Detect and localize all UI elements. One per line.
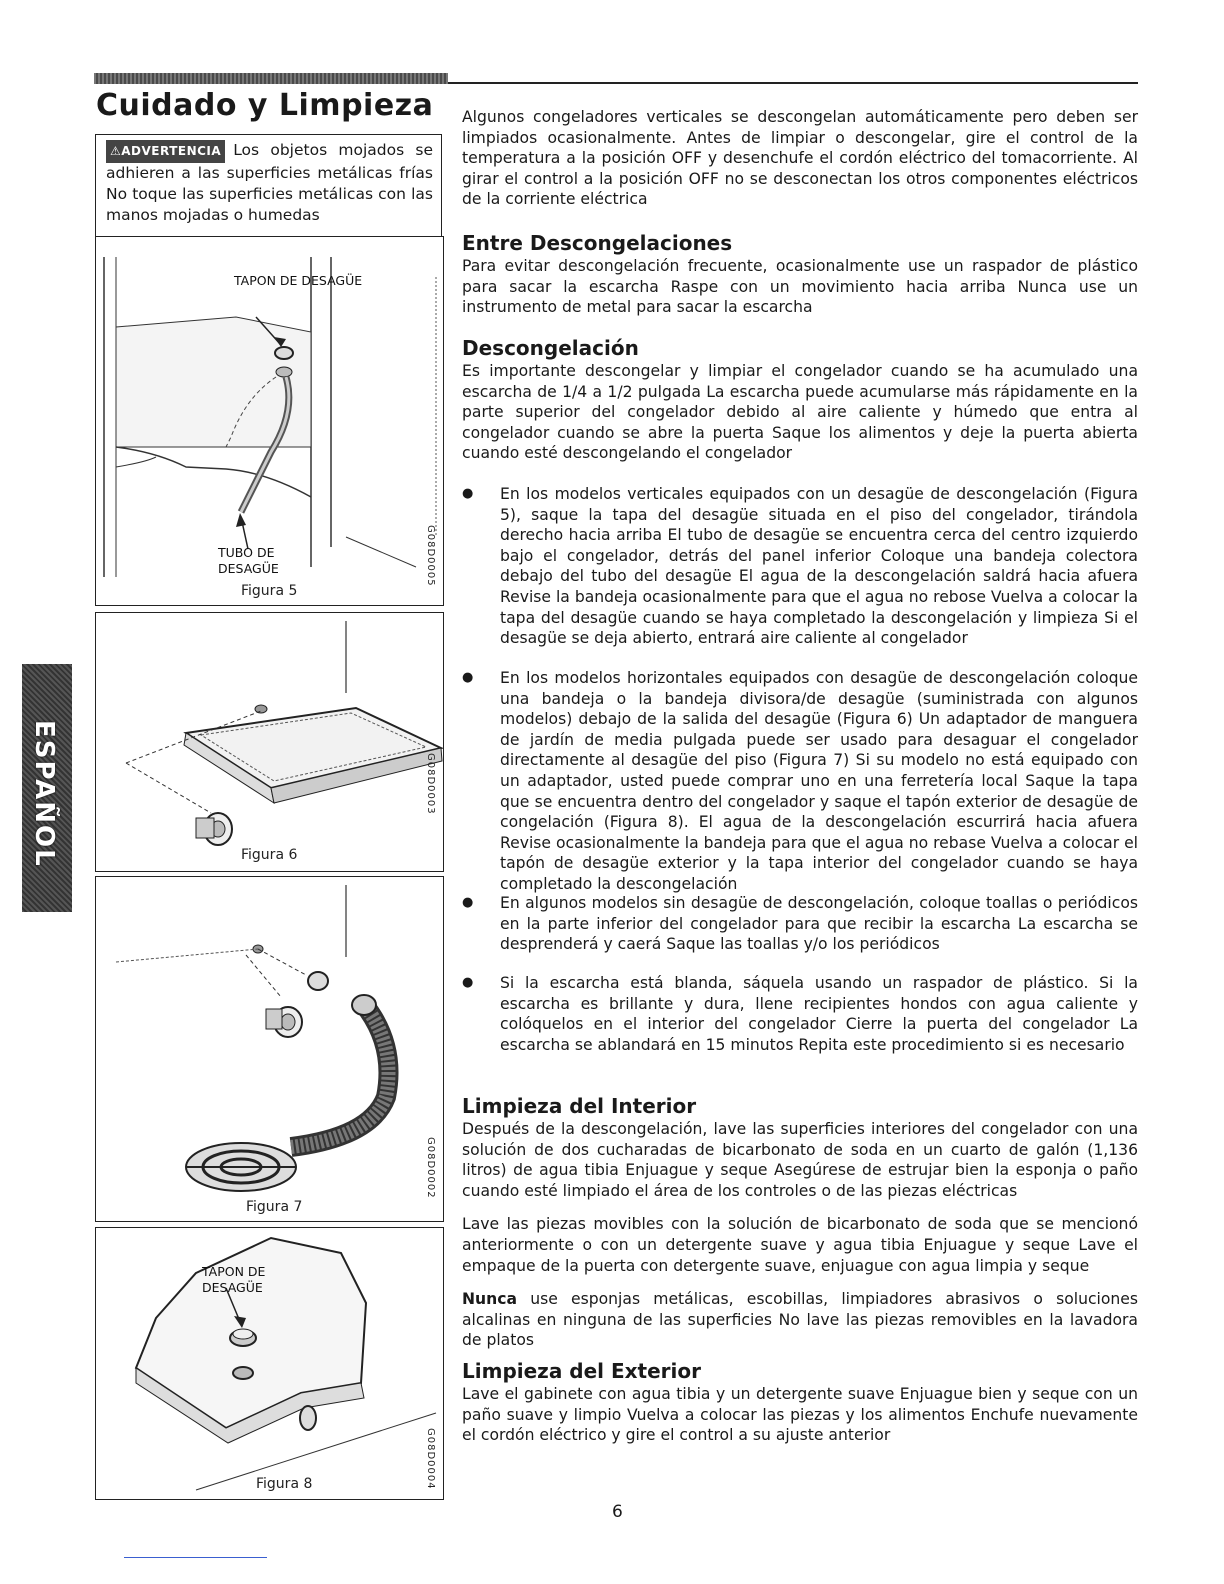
figure-7-caption: Figura 7 [246,1199,303,1215]
figure-6-illustration [96,613,445,873]
page-title: Cuidado y Limpieza [96,88,434,123]
bullet-icon: ● [462,895,474,910]
figure-8-label-drain-cap: TAPON DE DESAGÜE [202,1264,266,1295]
section-paragraph: Es importante descongelar y limpiar el congelador cuando se ha acumulado una escarcha de 1/4 a 1/2 pulgada La escarcha puede acumularse más rápidamente en la parte superior del congelador debido al aire caliente y húmedo que entra al congelador cuando se abre la puerta Saque los alimentos y deje la puerta abierta cuando esté descongelando el congelador [462,362,1138,463]
figure-7-illustration [96,877,445,1223]
warning-box [95,134,442,236]
figure-8-code: G08D0004 [425,1428,436,1490]
section-descongelacion [462,335,1138,464]
side-tab-label: ESPAÑOL [29,720,59,868]
bullet-icon: ● [462,975,474,990]
list-item [462,484,1138,649]
figure-6 [95,612,444,872]
emphasis-text: Nunca [462,1290,518,1309]
figure-5-label-drain-tube: TUBO DE DESAGÜE [218,545,279,576]
section-paragraph-warning [462,1289,1138,1351]
section-heading: Descongelación [462,336,639,360]
figure-5-label-drain-cap: TAPON DE DESAGÜE [234,273,363,288]
warning-text: Los objetos mojados se adhieren a las superficies metálicas frías No toque las superficies metálicas con las manos mojadas o humedas [106,141,433,224]
figure-8 [95,1227,444,1500]
paragraph-text: use esponjas metálicas, escobillas, limpiadores abrasivos o soluciones alcalinas en ninguna de las superficies No lave las piezas removibles en la lavadora de platos [462,1290,1138,1350]
section-heading: Limpieza del Interior [462,1094,697,1118]
section-limpieza-interior [462,1093,1138,1351]
header-rule-line [448,82,1138,84]
bullet-icon: ● [462,486,474,501]
bullet-icon: ● [462,670,474,685]
section-paragraph: Lave las piezas movibles con la solución de bicarbonato de soda que se mencionó anteriormente o con un detergente suave y agua tibia Enjuague y seque Lave el empaque de la puerta con detergente suave, enjuague con agua limpia y seque [462,1215,1138,1275]
page-number: 6 [612,1502,623,1522]
warning-badge: ⚠ADVERTENCIA [106,140,225,163]
header-rule-dark [94,73,448,84]
figure-6-code: G08D0003 [425,753,436,815]
list-item-text: En los modelos horizontales equipados con desagüe de descongelación coloque una bandeja o la bandeja divisora/de desagüe (suministrada con algunos modelos) debajo de la salida del desagüe (Figura 6) Un adaptador de manguera de jardín de media pulgada puede ser usado para desaguar el congelador directamente al desagüe del piso (Figura 7) Si su modelo no está equipado con un adaptador, usted puede comprar uno en una ferretería local Saque la tapa que se encuentra dentro del congelador y saque el tapón exterior de desagüe de congelación (Figura 8). El agua de la descongelación escurrirá hacia afuera Revise ocasionalmente la bandeja para que el agua no rebase Vuelva a colocar el tapón de desagüe exterior y la tapa interior del congelador cuando se haya completado la descongelación [500,669,1138,893]
figure-5-caption: Figura 5 [241,583,298,599]
list-item-text: En algunos modelos sin desagüe de descongelación, coloque toallas o periódicos en la parte inferior del congelador para que recibir la escarcha La escarcha se desprenderá y caerá Saque las toallas y/o los periódicos [500,894,1138,954]
section-limpieza-exterior [462,1358,1138,1446]
figure-6-caption: Figura 6 [241,847,298,863]
figure-7 [95,876,444,1222]
list-item-text: En los modelos verticales equipados con un desagüe de descongelación (Figura 5), saque la tapa del desagüe situada en el piso del congelador, tirándola derecho hacia arriba El tubo de desagüe se encuentra cerca del centro izquierdo bajo el congelador, detrás del panel inferior Coloque una bandeja colectora debajo del tubo del desagüe El agua de la descongelación saldrá hacia afuera Revise la bandeja ocasionalmente para que el agua no rebose Vuelva a colocar la tapa del desagüe cuando se haya completado la descongelación y limpieza Si el desagüe se deja abierto, entrará aire caliente al congelador [500,485,1138,648]
figure-5 [95,236,444,606]
section-paragraph: Para evitar descongelación frecuente, ocasionalmente use un raspador de plástico para sacar la escarcha Raspe con un movimiento hacia arriba Nunca use un instrumento de metal para sacar la escarcha [462,257,1138,317]
section-paragraph: Después de la descongelación, lave las superficies interiores del congelador con una solución de dos cucharadas de bicarbonato de soda en un cuarto de galón (1,136 litros) de agua tibia Enjuague y seque Asegúrese de estrujar bien la esponja o paño cuando esté limpiado el área de los controles o de las piezas eléctricas [462,1120,1138,1200]
section-paragraph: Lave el gabinete con agua tibia y un detergente suave Enjuague bien y seque con un paño suave y limpio Vuelva a colocar las piezas y los alimentos Enchufe nuevamente el cordón eléctrico y gire el control a su ajuste anterior [462,1385,1138,1445]
list-item [462,893,1138,955]
section-heading: Limpieza del Exterior [462,1359,701,1383]
figure-8-caption: Figura 8 [256,1476,313,1492]
language-side-tab [22,664,72,912]
figure-7-code: G08D0002 [425,1137,436,1199]
section-heading: Entre Descongelaciones [462,231,733,255]
figure-5-code: G08D0005 [425,525,436,587]
list-item [462,668,1138,895]
intro-block [462,107,1138,210]
section-entre-descongelaciones [462,230,1138,318]
intro-paragraph: Algunos congeladores verticales se descongelan automáticamente pero deben ser limpiados ocasionalmente. Antes de limpiar o descongelar, gire el control de la temperatura a la posición OFF y desenchufe el cordón eléctrico del tomacorriente. Al girar el control a la posición OFF no se desconectan los otros componentes eléctricos de la corriente eléctrica [462,108,1138,209]
list-item [462,973,1138,1055]
bottom-rule [124,1557,267,1558]
list-item-text: Si la escarcha está blanda, sáquela usando un raspador de plástico. Si la escarcha es brillante y dura, llene recipientes hondos con agua caliente y colóquelos en el interior del congelador Cierre la puerta del congelador La escarcha se ablandará en 15 minutos Repita este procedimiento si es necesario [500,974,1138,1054]
